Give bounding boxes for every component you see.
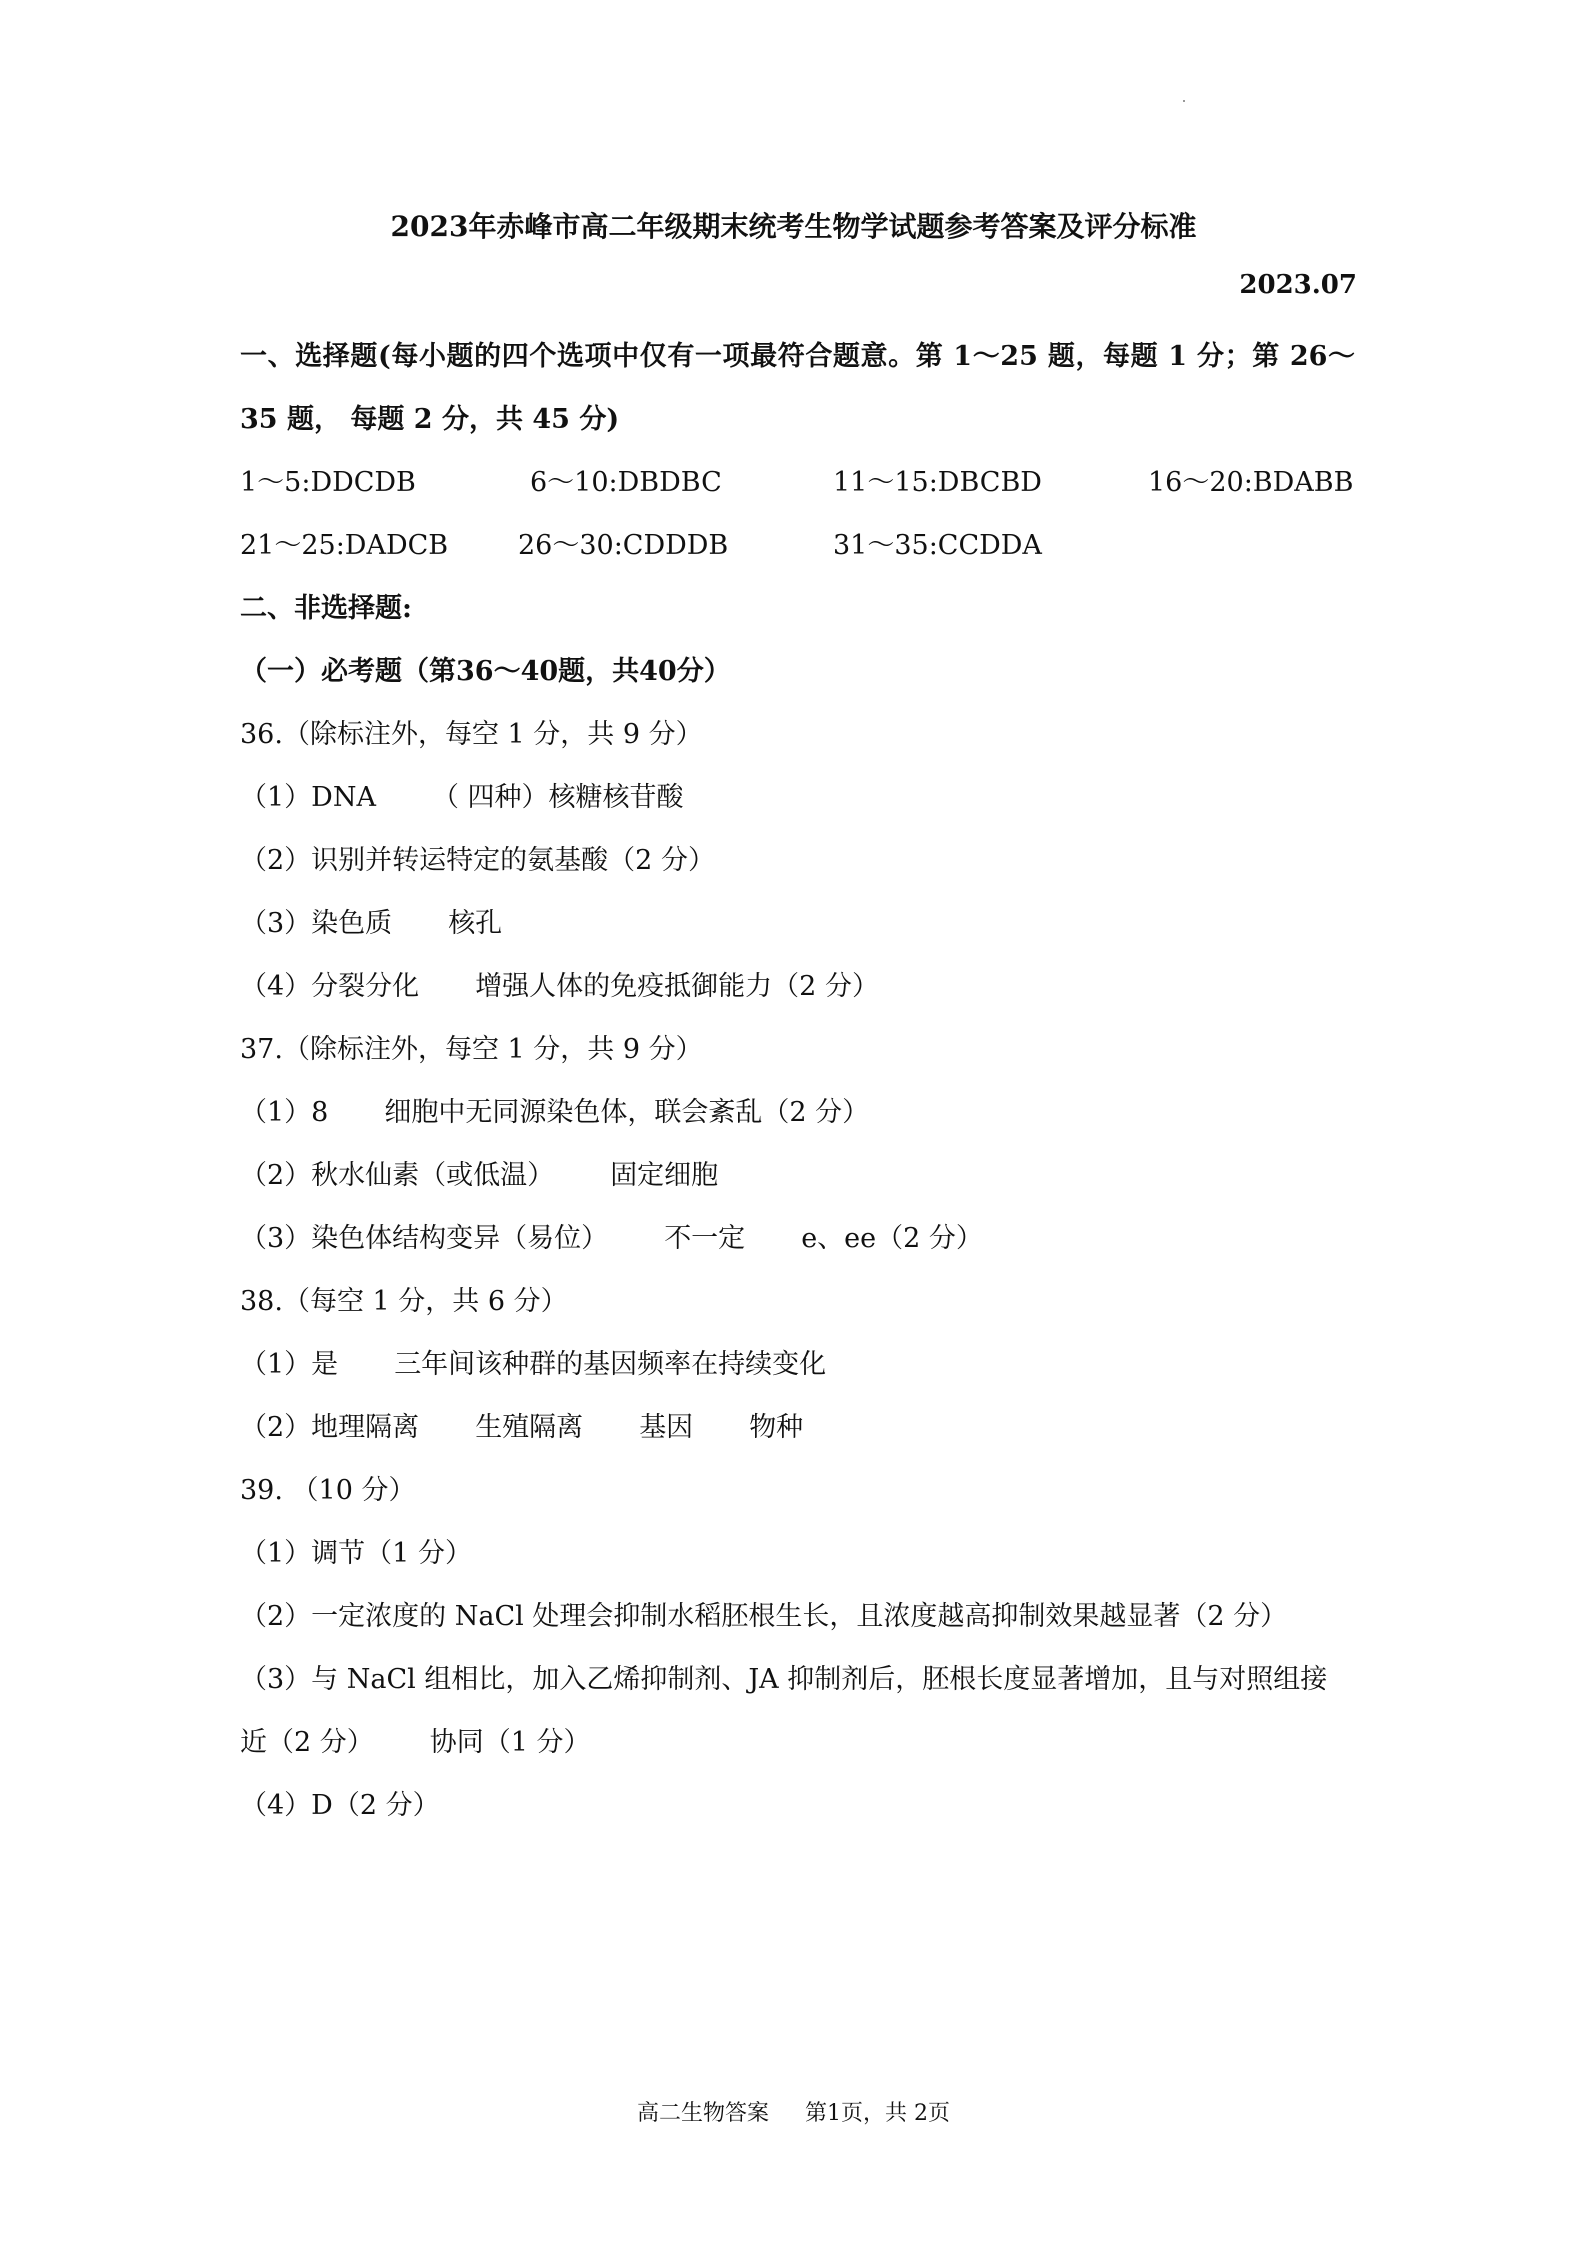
answer-text: 增强人体的免疫抵御能力（2 分） xyxy=(475,971,879,1002)
answer-text: 核孔 xyxy=(448,908,503,939)
answer-text: 固定细胞 xyxy=(610,1160,719,1191)
answer-group: 16～20:BDABB xyxy=(1148,467,1354,498)
answer-text: （ 四种）核糖核苷酸 xyxy=(431,782,684,813)
q36-heading: 36.（除标注外，每空 1 分，共 9 分） xyxy=(240,719,703,750)
answer-text: 三年间该种群的基因频率在持续变化 xyxy=(394,1349,827,1380)
q39-answer-4: （4）D（2 分） xyxy=(240,1790,440,1821)
answer-group: 31～35:CCDDA xyxy=(833,530,1042,561)
answer-text: （2）识别并转运特定的氨基酸（2 分） xyxy=(240,845,715,876)
answer-text: 生殖隔离 xyxy=(475,1412,584,1443)
q37-answer-3 xyxy=(240,1207,1360,1270)
q38-answer-1 xyxy=(240,1333,1360,1396)
page-footer xyxy=(0,2096,1587,2127)
answer-group: 21～25:DADCB xyxy=(240,530,449,561)
q39-answer-3: （3）与 NaCl 组相比，加入乙烯抑制剂、JA 抑制剂后，胚根长度显著增加，且与对照组接 xyxy=(240,1664,1328,1695)
answer-text: （1）DNA xyxy=(240,782,376,813)
answer-group: 11～15:DBCBD xyxy=(833,467,1042,498)
content-body xyxy=(240,325,1360,1837)
section-2-subheading: （一）必考题（第36～40题，共40分） xyxy=(240,656,731,687)
q37-heading: 37.（除标注外，每空 1 分，共 9 分） xyxy=(240,1034,703,1065)
answer-text: 细胞中无同源染色体，联会紊乱（2 分） xyxy=(384,1097,870,1128)
answer-group: 6～10:DBDBC xyxy=(530,467,722,498)
footer-page-number: 第1页，共 2页 xyxy=(805,2101,950,2126)
answer-text: 近（2 分） xyxy=(240,1727,374,1758)
q39-answer-1: （1）调节（1 分） xyxy=(240,1538,472,1569)
q38-answer-2 xyxy=(240,1396,1360,1459)
answer-row-2 xyxy=(240,514,1360,577)
q39-answer-2: （2）一定浓度的 NaCl 处理会抑制水稻胚根生长，且浓度越高抑制效果越显著（2 分） xyxy=(240,1601,1288,1632)
q37-answer-1 xyxy=(240,1081,1360,1144)
section-2-heading: 二、非选择题: xyxy=(240,593,412,624)
answer-text: （3）染色质 xyxy=(240,908,393,939)
q36-answer-4 xyxy=(240,955,1360,1018)
answer-text: e、ee（2 分） xyxy=(801,1223,983,1254)
q36-answer-3 xyxy=(240,892,1360,955)
answer-row-1 xyxy=(240,451,1360,514)
answer-text: （1）是 xyxy=(240,1349,339,1380)
q36-answer-2 xyxy=(240,829,1360,892)
answer-text: （4）分裂分化 xyxy=(240,971,420,1002)
answer-text: （2）地理隔离 xyxy=(240,1412,420,1443)
answer-text: 基因 xyxy=(639,1412,694,1443)
q37-answer-2 xyxy=(240,1144,1360,1207)
scan-speck xyxy=(1183,100,1185,102)
page-date: 2023.07 xyxy=(1239,270,1357,300)
section-1-heading: 一、选择题(每小题的四个选项中仅有一项最符合题意。第 1～25 题，每题 1 分；第 26～35 题， 每题 2 分，共 45 分) xyxy=(240,341,1355,435)
answer-text: （3）染色体结构变异（易位） xyxy=(240,1223,609,1254)
footer-subject: 高二生物答案 xyxy=(636,2101,769,2126)
answer-text: 物种 xyxy=(749,1412,804,1443)
answer-text: 协同（1 分） xyxy=(429,1727,591,1758)
answer-text: （2）秋水仙素（或低温） xyxy=(240,1160,555,1191)
q38-heading: 38.（每空 1 分，共 6 分） xyxy=(240,1286,568,1317)
q36-answer-1 xyxy=(240,766,1360,829)
answer-text: （1）8 xyxy=(240,1097,329,1128)
answer-group: 1～5:DDCDB xyxy=(240,467,416,498)
page-title: 2023年赤峰市高二年级期末统考生物学试题参考答案及评分标准 xyxy=(390,210,1197,243)
q39-answer-3-cont xyxy=(240,1711,1360,1774)
q39-heading: 39. （10 分） xyxy=(240,1475,416,1506)
answer-group: 26～30:CDDDB xyxy=(518,530,729,561)
answer-text: 不一定 xyxy=(664,1223,746,1254)
